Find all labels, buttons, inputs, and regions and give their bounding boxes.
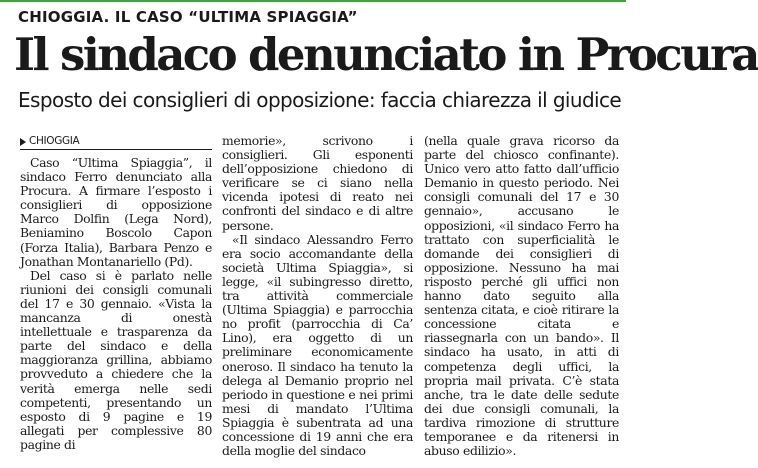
article-column-3	[424, 134, 619, 458]
paragraph: Caso “Ultima Spiaggia”, il sindaco Ferro denunciato alla Procura. A firmare l’esposto i consiglieri di opposizione Marco Dolfin (Lega Nord), Beniamino Boscolo Capon (Forza Italia), Barbara Penzo e Jonathan Montanariello (Pd).	[20, 155, 212, 269]
paragraph: memorie», scrivono i consiglieri. Gli esponenti dell’opposizione chiedono di verificare se ci siano nella vicenda ipotesi di reato nei confronti del sindaco e di altre persone.	[222, 133, 413, 233]
paragraph: «Il sindaco Alessandro Ferro era socio accomandante della società Ultima Spiaggia», si legge, «il subingresso diretto, tra attività commerciale (Ultima Spiaggia) e parrocchia no profit (parrocchia di Ca’ Lino), era oggetto di un preliminare economicamente oneroso. Il sindaco ha tenuto la delega al Demanio proprio nel periodo in questione e nei primi mesi di mandato l’Ultima Spiaggia è subentrata ad una concessione di 19 anni che era della moglie del sindaco	[222, 231, 413, 459]
article-column-1	[20, 134, 212, 452]
article-headline: Il sindaco denunciato in Procura	[14, 28, 758, 81]
article-subhead: Esposto dei consiglieri di opposizione: faccia chiarezza il giudice	[18, 88, 622, 112]
top-rule	[0, 0, 626, 2]
paragraph: (nella quale grava ricorso da parte del chiosco confinante). Unico vero atto fatto dall’ufficio Demanio in questo periodo. Nei consigli comunali del 17 e 30 gennaio», accusano le opposizioni, «il sindaco Ferro ha trattato con superficialità le domande dei consiglieri di opposizione. Nessuno ha mai risposto perché gli uffici non hanno dato seguito alla sentenza citata, e cioè ritirare la concessione citata e riassegnarla con un bando». Il sindaco ha usato, in atti di competenza degli uffici, la propria mail privata. C’è stata anche, tra le date delle sedute dei due consigli comunali, la tardiva rimozione di strutture temporanee e da ritenersi in abuso edilizio».	[424, 133, 619, 459]
paragraph: Del caso si è parlato nelle riunioni dei consigli comunali del 17 e 30 gennaio. «Vista la mancanza di onestà intellettuale e trasparenza da parte del sindaco e della maggioranza grillina, abbiamo provveduto a chiedere che la verità emerga nelle sedi competenti, presentando un esposto di 9 pagine e 19 allegati per complessive 80 pagine di	[20, 267, 212, 452]
play-triangle-icon	[20, 138, 26, 146]
article-kicker: CHIOGGIA. IL CASO “ULTIMA SPIAGGIA”	[18, 8, 358, 26]
dateline	[20, 134, 212, 150]
article-column-2	[222, 134, 413, 458]
dateline-label: CHIOGGIA	[29, 135, 80, 148]
